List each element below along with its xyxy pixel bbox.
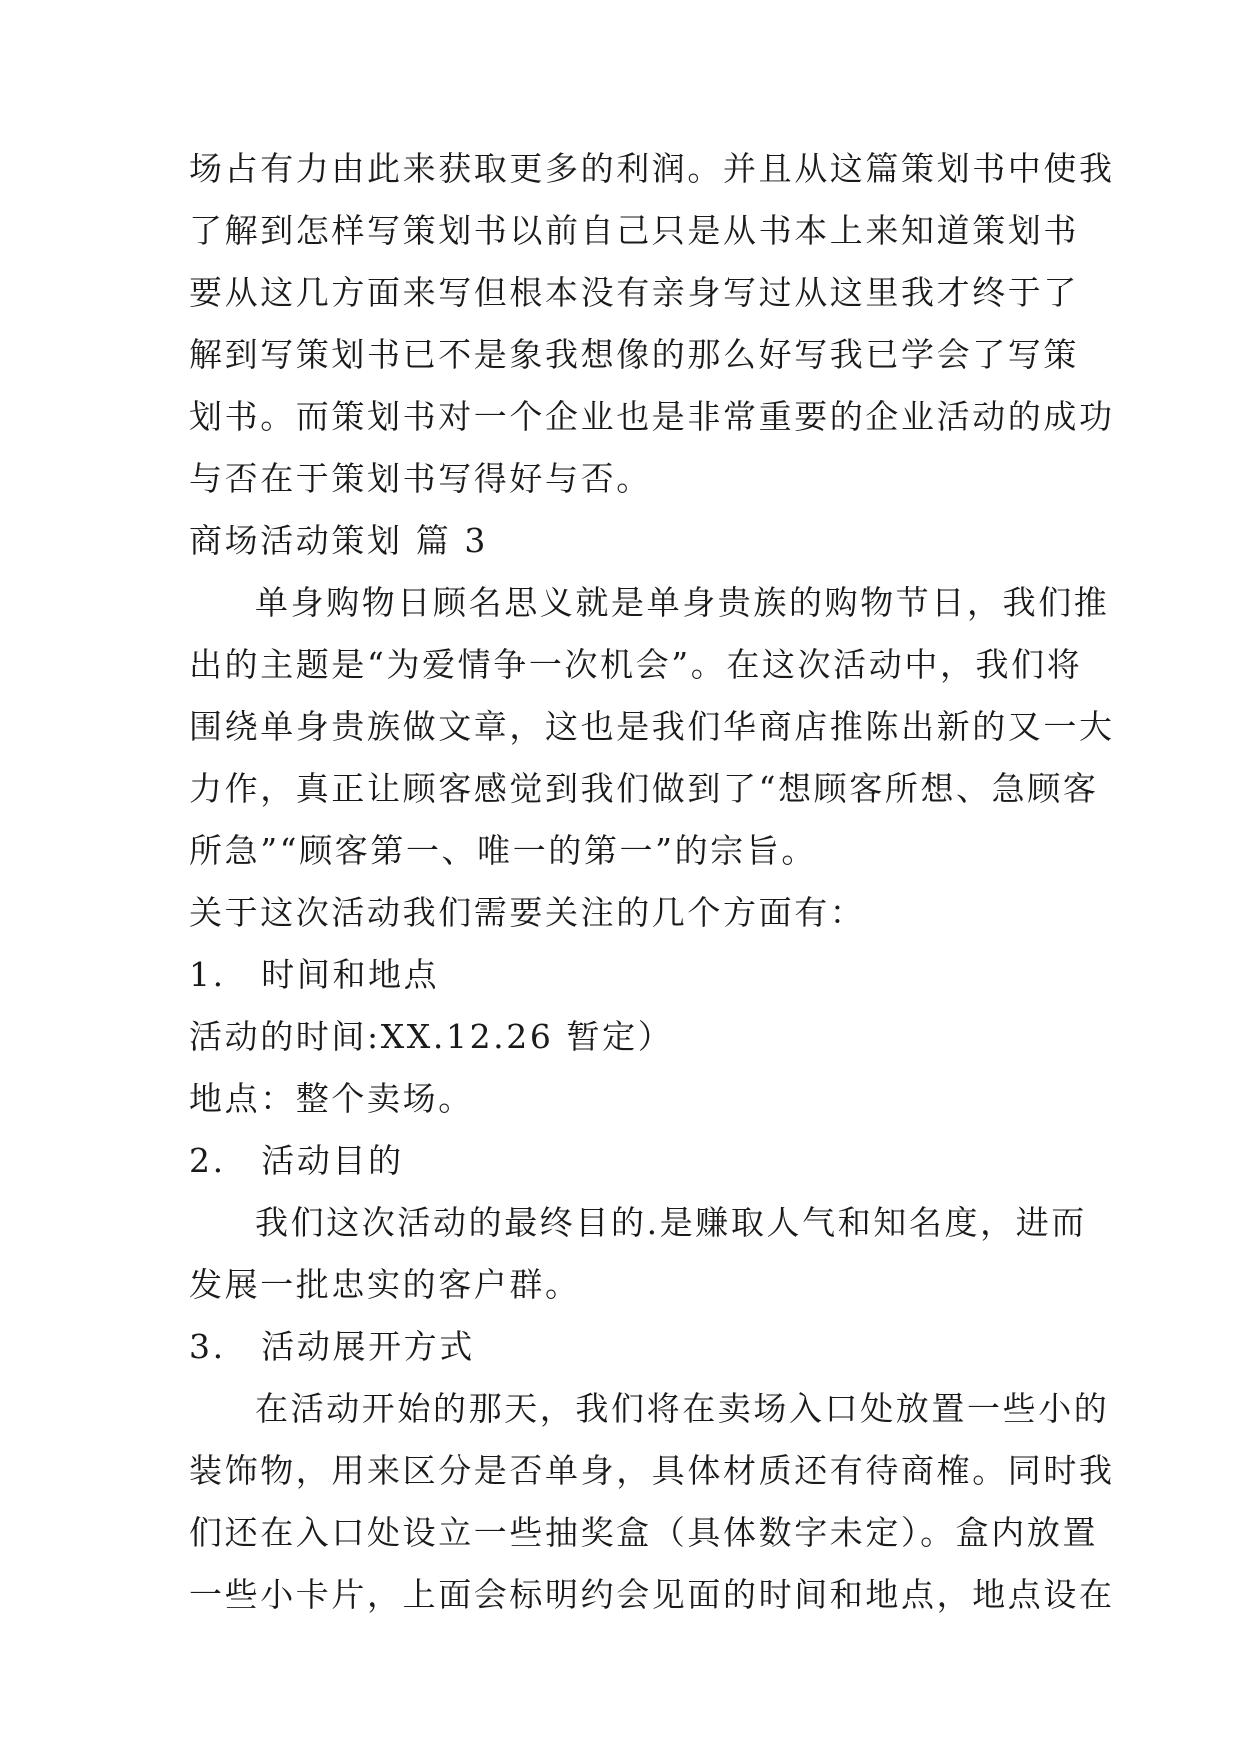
text-line: 围绕单身贵族做文章，这也是我们华商店推陈出新的又一大 [189, 707, 1115, 746]
text-line: 划书。而策划书对一个企业也是非常重要的企业活动的成功 [189, 397, 1115, 436]
text-line: 们还在入口处设立一些抽奖盒（具体数字未定）。盒内放置 [189, 1513, 1099, 1552]
text-line: 解到写策划书已不是象我想像的那么好写我已学会了写策 [189, 335, 1079, 374]
list-item-title: 2. 活动目的 [189, 1141, 404, 1180]
text-line: 与否在于策划书写得好与否。 [189, 459, 652, 498]
activity-place: 地点：整个卖场。 [189, 1079, 474, 1118]
paragraph-goal [189, 1192, 1087, 1316]
paragraph-method [189, 1378, 1115, 1626]
section-heading: 商场活动策划 篇 3 [189, 521, 488, 560]
text-line: 所急”“顾客第一、唯一的第一”的宗旨。 [189, 831, 818, 870]
paragraph-intro [189, 572, 1115, 882]
paragraph-continued [189, 138, 1115, 510]
text-line: 了解到怎样写策划书以前自己只是从书本上来知道策划书 [189, 211, 1079, 250]
text-line: 出的主题是“为爱情争一次机会”。在这次活动中，我们将 [189, 645, 1083, 684]
text-line: 我们这次活动的最终目的.是赚取人气和知名度，进而 [255, 1203, 1087, 1242]
text-line: 一些小卡片，上面会标明约会见面的时间和地点，地点设在 [189, 1575, 1115, 1614]
text-line: 装饰物，用来区分是否单身，具体材质还有待商榷。同时我 [189, 1451, 1115, 1490]
text-line: 场占有力由此来获取更多的利润。并且从这篇策划书中使我 [189, 149, 1115, 188]
list-item-title: 1. 时间和地点 [189, 955, 440, 994]
text-line: 力作，真正让顾客感觉到我们做到了“想顾客所想、急顾客 [189, 769, 1099, 808]
list-item-title: 3. 活动展开方式 [189, 1327, 475, 1366]
activity-time: 活动的时间:XX.12.26 暂定） [189, 1017, 674, 1056]
text-line: 发展一批忠实的客户群。 [189, 1265, 581, 1304]
text-line: 要从这几方面来写但根本没有亲身写过从这里我才终于了 [189, 273, 1079, 312]
text-line: 单身购物日顾名思义就是单身贵族的购物节日，我们推 [255, 583, 1110, 622]
list-intro: 关于这次活动我们需要关注的几个方面有： [189, 893, 866, 932]
text-line: 在活动开始的那天，我们将在卖场入口处放置一些小的 [255, 1389, 1110, 1428]
document-body [189, 138, 1115, 1626]
